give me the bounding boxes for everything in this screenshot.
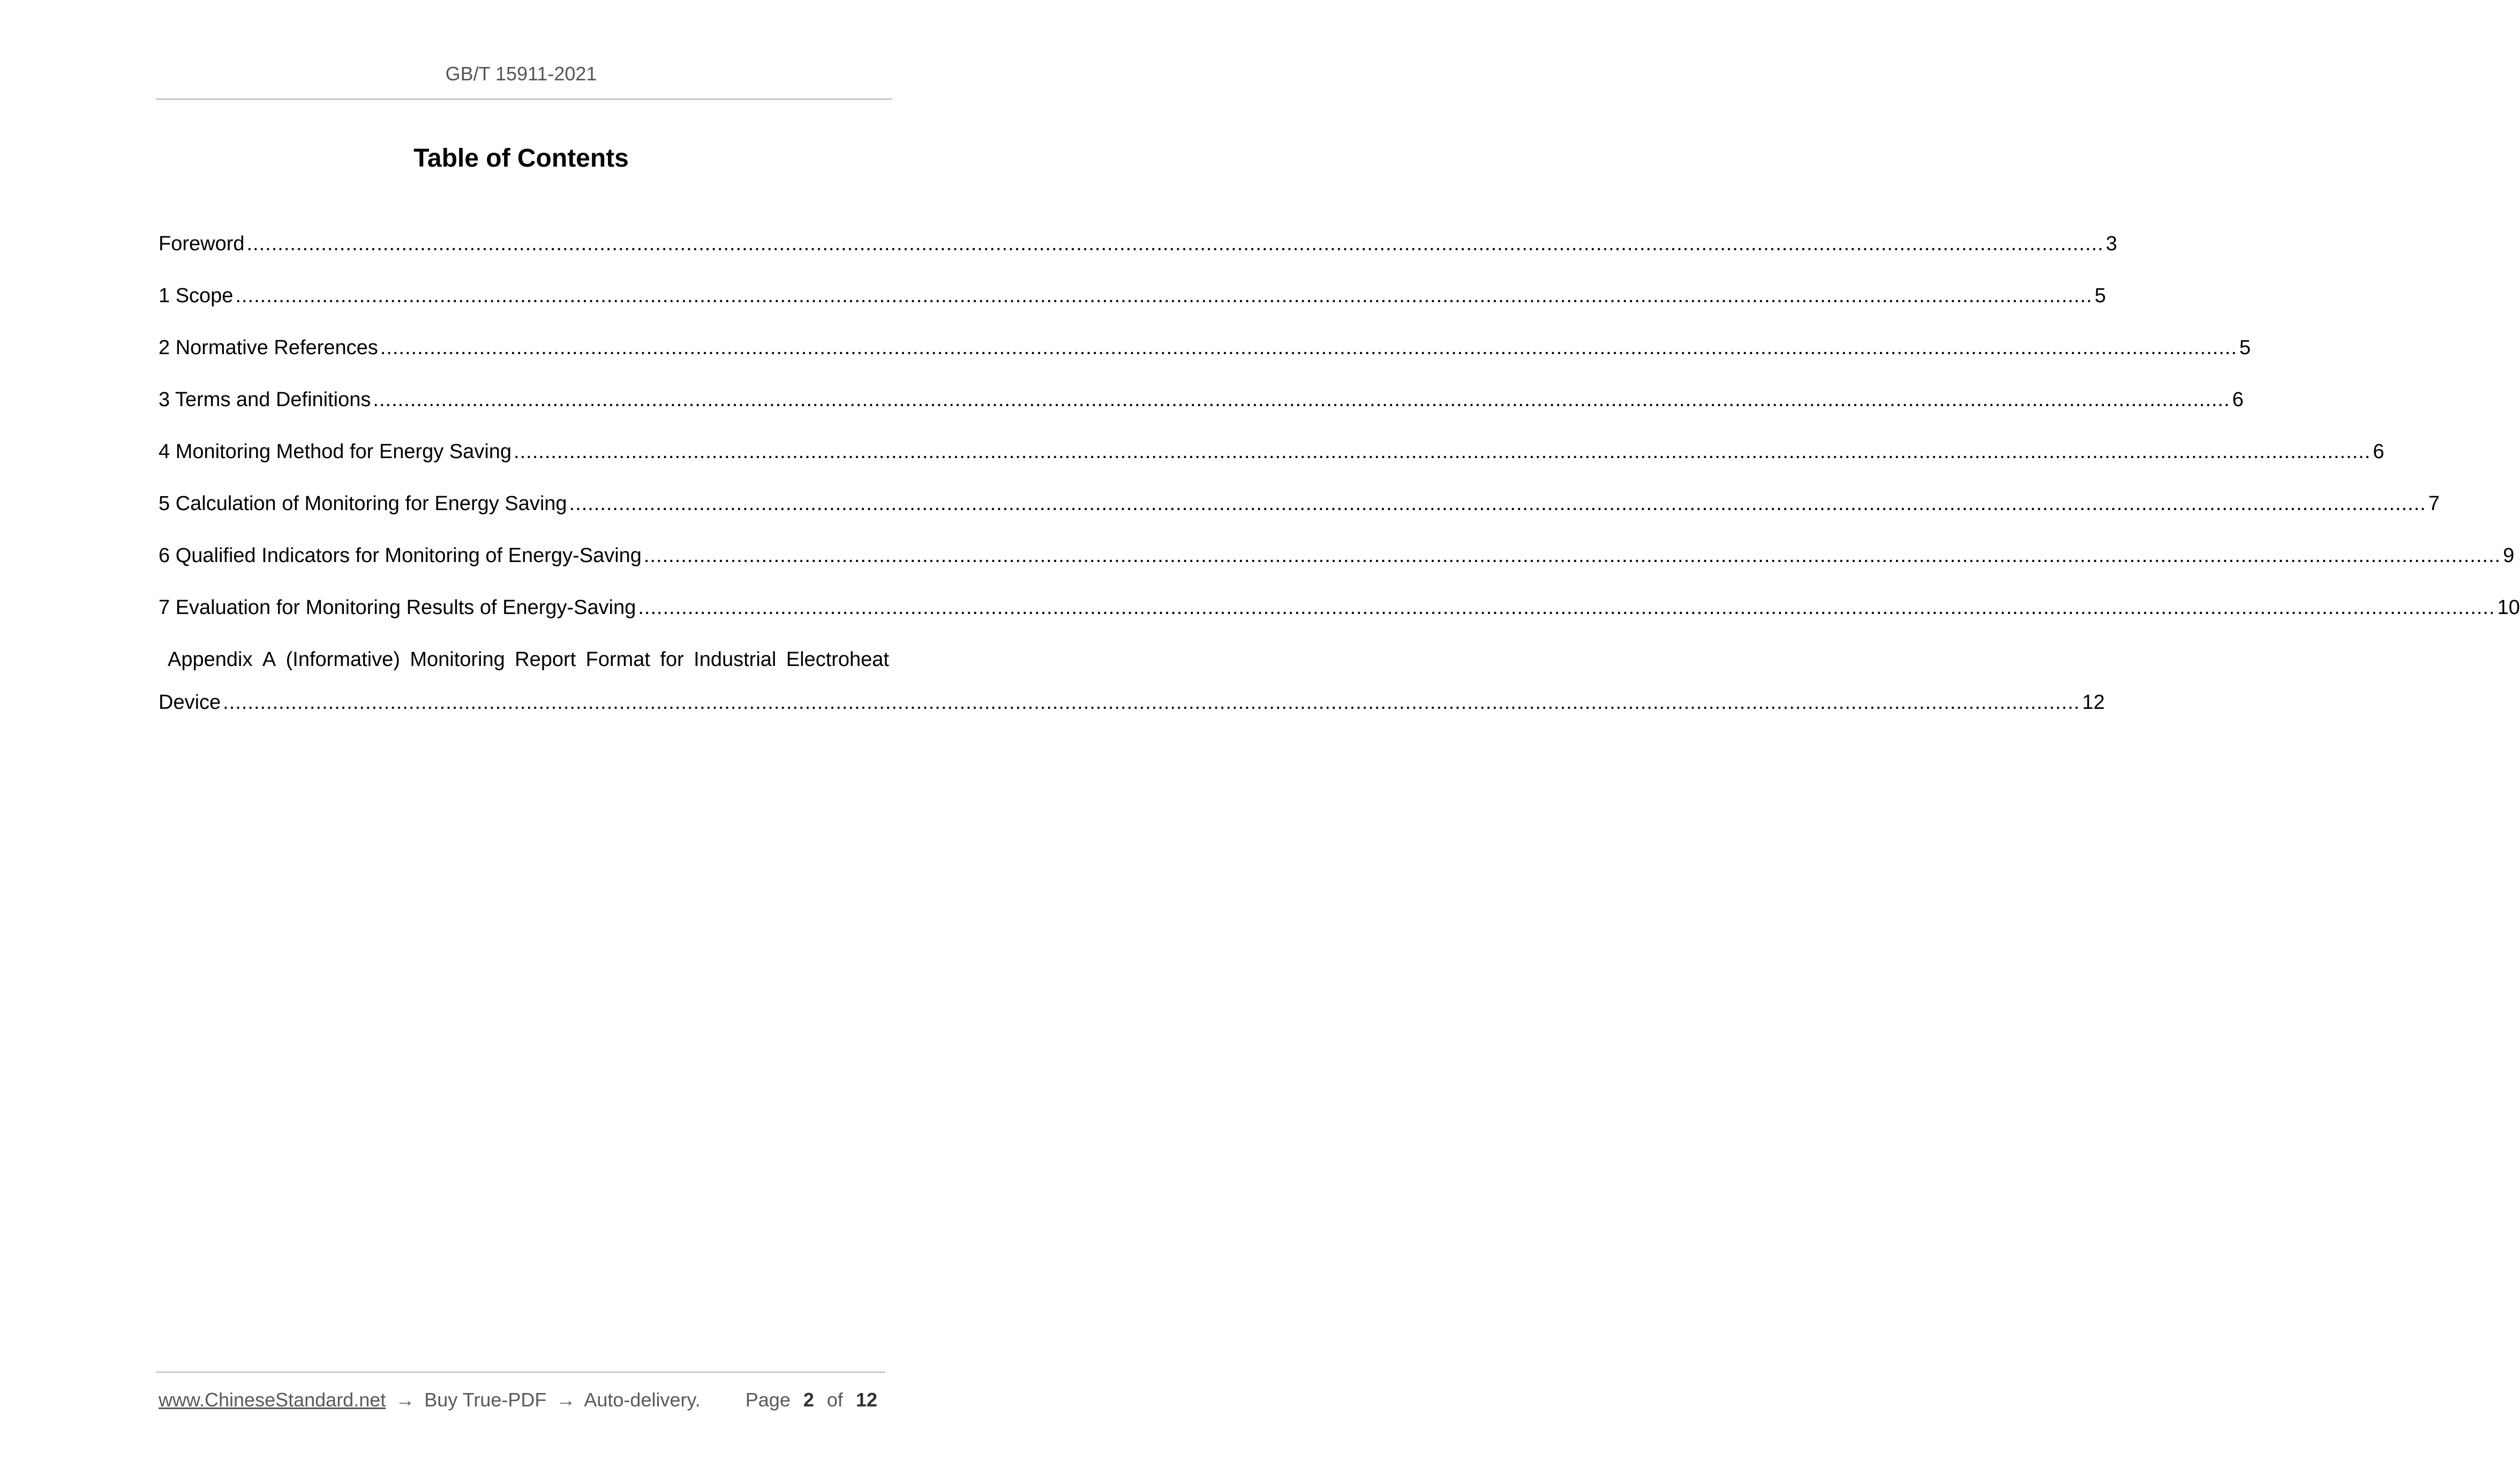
toc-entry-page: 5 xyxy=(2239,336,2251,359)
page-word: Page xyxy=(745,1389,791,1411)
toc-entry-page: 9 xyxy=(2503,544,2515,567)
toc-entry-label: 4 Monitoring Method for Energy Saving xyxy=(159,440,512,463)
dot-leader: ............................................................................................................................................................................................................................................................................................................ xyxy=(380,336,2238,359)
toc-entry-page: 6 xyxy=(2232,388,2244,411)
toc-entry-label: 2 Normative References xyxy=(159,336,378,359)
appendix-word: Report xyxy=(515,648,576,671)
toc-entry-appendix-a-line-2[interactable] xyxy=(159,686,2105,738)
toc-entry-page: 10 xyxy=(2497,596,2520,619)
page-footer xyxy=(159,1384,885,1416)
toc-entry-label: 3 Terms and Definitions xyxy=(159,388,371,411)
toc-entry-page: 12 xyxy=(2082,691,2105,714)
dot-leader: ............................................................................................................................................................................................................................................................................................................ xyxy=(514,440,2371,463)
toc-entry-label: Foreword xyxy=(159,233,245,255)
arrow-right-icon: → xyxy=(556,1389,576,1411)
toc-entry-monitoring-method[interactable] xyxy=(159,436,2384,488)
running-header: GB/T 15911-2021 xyxy=(445,63,597,85)
appendix-word: Format xyxy=(585,648,650,671)
toc-entry-appendix-a-line-1[interactable] xyxy=(159,643,889,686)
toc-entry-normative-references[interactable] xyxy=(159,332,2251,384)
dot-leader: ............................................................................................................................................................................................................................................................................................................ xyxy=(643,544,2501,567)
page-counter xyxy=(746,1389,885,1411)
appendix-word: A xyxy=(262,648,276,671)
footer-divider xyxy=(156,1372,885,1373)
toc-entry-qualified-indicators[interactable] xyxy=(159,540,2515,592)
appendix-word: for xyxy=(660,648,684,671)
page-current: 2 xyxy=(803,1389,814,1411)
page-total: 12 xyxy=(855,1389,877,1411)
dot-leader: ............................................................................................................................................................................................................................................................................................................ xyxy=(246,233,2104,255)
toc-list xyxy=(159,228,2520,738)
toc-entry-label: 5 Calculation of Monitoring for Energy Saving xyxy=(159,492,567,515)
site-link[interactable]: www.ChineseStandard.net xyxy=(159,1389,386,1411)
header-divider xyxy=(156,99,892,100)
toc-entry-label: Device xyxy=(159,691,221,714)
toc-title: Table of Contents xyxy=(413,144,629,173)
toc-entry-label: 1 Scope xyxy=(159,284,234,307)
toc-entry-page: 7 xyxy=(2428,492,2440,515)
footer-promo xyxy=(159,1389,701,1411)
dot-leader: ............................................................................................................................................................................................................................................................................................................ xyxy=(223,691,2080,714)
dot-leader: ............................................................................................................................................................................................................................................................................................................ xyxy=(569,492,2426,515)
toc-entry-label: 6 Qualified Indicators for Monitoring of Energy-Saving xyxy=(159,544,642,567)
toc-entry-foreword[interactable] xyxy=(159,228,2117,280)
toc-entry-page: 5 xyxy=(2094,284,2106,307)
toc-entry-scope[interactable] xyxy=(159,280,2106,332)
toc-entry-label: 7 Evaluation for Monitoring Results of Energy-Saving xyxy=(159,596,636,619)
appendix-word: (Informative) xyxy=(285,648,400,671)
arrow-right-icon: → xyxy=(395,1389,415,1411)
toc-entry-page: 3 xyxy=(2105,233,2117,255)
appendix-word: Industrial xyxy=(694,648,777,671)
dot-leader: ............................................................................................................................................................................................................................................................................................................ xyxy=(638,596,2495,619)
delivery-text: Auto-delivery. xyxy=(584,1389,701,1411)
buy-text: Buy True-PDF xyxy=(424,1389,547,1411)
appendix-word: Monitoring xyxy=(410,648,505,671)
dot-leader: ............................................................................................................................................................................................................................................................................................................ xyxy=(373,388,2230,411)
toc-entry-terms-and-definitions[interactable] xyxy=(159,384,2244,436)
appendix-word: Appendix xyxy=(168,648,253,671)
of-word: of xyxy=(826,1389,843,1411)
appendix-word: Electroheat xyxy=(786,648,889,671)
toc-entry-calculation-of-monitoring[interactable] xyxy=(159,488,2440,540)
toc-entry-page: 6 xyxy=(2373,440,2384,463)
dot-leader: ............................................................................................................................................................................................................................................................................................................ xyxy=(235,284,2093,307)
toc-entry-evaluation-for-monitoring-results[interactable] xyxy=(159,592,2520,643)
